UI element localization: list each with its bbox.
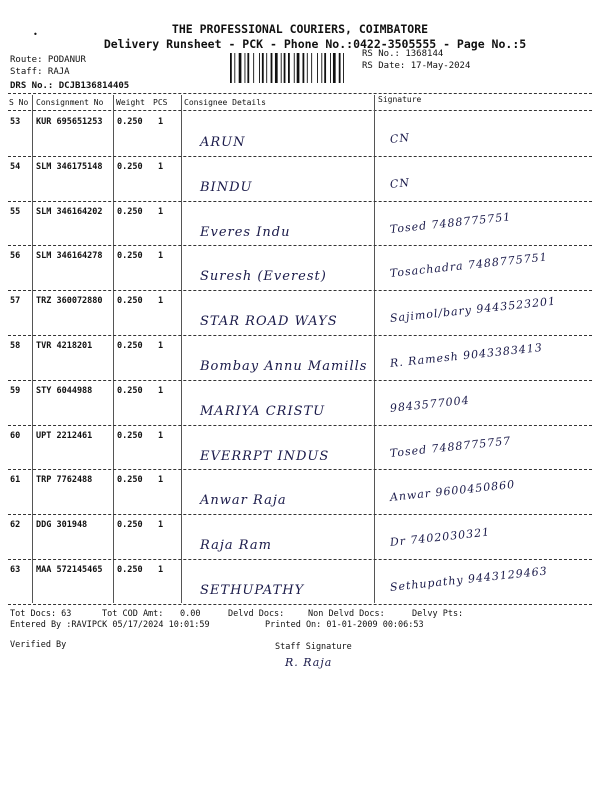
row-signature-handwritten: CN [389, 175, 411, 191]
row-separator [8, 380, 592, 381]
row-pcs: 1 [158, 475, 164, 486]
row-consignee-handwritten: BINDU [200, 179, 253, 195]
row-pcs: 1 [158, 385, 164, 396]
row-consignment-no: MAA 572145465 [36, 565, 103, 575]
row-separator [8, 559, 592, 560]
row-consignee-handwritten: Raja Ram [200, 538, 272, 554]
row-consignment-no: SLM 346175148 [36, 161, 103, 172]
stray-dot: • [33, 30, 38, 39]
row-separator [8, 156, 592, 157]
rs-number: RS No.: 1368144 [362, 49, 444, 59]
row-separator [8, 425, 592, 426]
staff-label: Staff: RAJA [10, 67, 70, 77]
row-pcs: 1 [158, 565, 164, 575]
row-separator [8, 335, 592, 336]
row-pcs: 1 [158, 296, 164, 307]
rs-date: RS Date: 17-May-2024 [362, 61, 471, 71]
row-consignee-handwritten: ARUN [200, 135, 246, 150]
row-pcs: 1 [158, 520, 164, 531]
col-divider-consignment [113, 95, 114, 603]
company-title: THE PROFESSIONAL COURIERS, COIMBATORE [171, 22, 429, 36]
col-head-pcs: PCS [153, 98, 168, 107]
delivery-points: Delvy Pts: [412, 609, 464, 619]
col-divider-sno [32, 95, 33, 603]
row-pcs: 1 [158, 206, 164, 217]
barcode [230, 53, 355, 83]
printed-on: Printed On: 01-01-2009 00:06:53 [265, 620, 424, 630]
row-consignment-no: SLM 346164202 [36, 206, 103, 217]
row-signature-handwritten: 9843577004 [389, 393, 471, 415]
row-signature-handwritten: Anwar 9600450860 [389, 478, 516, 505]
row-consignment-no: TRP 7762488 [36, 475, 93, 486]
row-signature-handwritten: CN [389, 130, 411, 146]
row-weight: 0.250 [117, 206, 143, 217]
row-sno: 54 [10, 161, 21, 172]
staff-signature-label: Staff Signature [275, 642, 352, 652]
row-consignee-handwritten: SETHUPATHY [200, 583, 305, 598]
col-head-signature: Signature [378, 95, 422, 104]
row-consignment-no: UPT 2212461 [36, 430, 93, 441]
row-sno: 56 [10, 251, 21, 262]
row-consignee-handwritten: STAR ROAD WAYS [200, 314, 338, 330]
row-sno: 60 [10, 430, 21, 441]
col-head-consignee: Consignee Details [184, 98, 266, 107]
drs-number: DRS No.: DCJB136814405 [10, 81, 130, 91]
row-signature-handwritten: Tosachadra 7488775751 [389, 250, 549, 281]
route-label: Route: PODANUR [10, 55, 86, 65]
row-signature-handwritten: Tosed 7488775757 [389, 433, 512, 460]
verified-by: Verified By [10, 640, 67, 650]
row-weight: 0.250 [117, 565, 143, 575]
col-divider-consignee [374, 95, 375, 603]
row-weight: 0.250 [117, 385, 143, 396]
row-sno: 59 [10, 385, 21, 396]
row-weight: 0.250 [117, 475, 143, 486]
row-consignee-handwritten: EVERRPT INDUS [200, 448, 330, 464]
total-docs: Tot Docs: 63 [10, 609, 72, 619]
row-weight: 0.250 [117, 251, 143, 262]
row-signature-handwritten: Tosed 7488775751 [389, 209, 512, 236]
row-separator [8, 201, 592, 202]
col-head-sno: S No [9, 98, 29, 107]
footer-rule [8, 604, 592, 605]
row-consignment-no: TRZ 360072880 [36, 296, 103, 307]
row-pcs: 1 [158, 117, 164, 127]
row-separator [8, 469, 592, 470]
row-consignment-no: SLM 346164278 [36, 251, 103, 262]
row-sno: 53 [10, 117, 21, 127]
row-consignment-no: KUR 695651253 [36, 117, 103, 127]
row-sno: 55 [10, 206, 21, 217]
row-weight: 0.250 [117, 430, 143, 441]
row-separator [8, 245, 592, 246]
row-sno: 61 [10, 475, 21, 486]
header-top-rule [8, 93, 592, 94]
row-weight: 0.250 [117, 117, 143, 127]
entered-by: Entered By :RAVIPCK 05/17/2024 10:01:59 [10, 620, 210, 630]
col-head-consignment: Consignment No [36, 98, 104, 107]
row-consignee-handwritten: Anwar Raja [200, 493, 287, 509]
row-consignment-no: DDG 301948 [36, 520, 88, 531]
row-sno: 57 [10, 296, 21, 307]
row-consignee-handwritten: Suresh (Everest) [200, 269, 327, 285]
row-consignee-handwritten: MARIYA CRISTU [200, 403, 326, 419]
row-signature-handwritten: R. Ramesh 9043383413 [389, 340, 544, 370]
row-separator [8, 290, 592, 291]
runsheet-subtitle: Delivery Runsheet - PCK - Phone No.:0422-3505555 - Page No.:5 [103, 37, 527, 51]
row-signature-handwritten: Dr 7402030321 [389, 525, 491, 550]
row-consignment-no: TVR 4218201 [36, 341, 93, 351]
total-cod-value: 0.00 [180, 609, 201, 619]
row-weight: 0.250 [117, 296, 143, 307]
total-cod-label: Tot COD Amt: [102, 609, 164, 619]
row-weight: 0.250 [117, 341, 143, 351]
row-pcs: 1 [158, 161, 164, 172]
row-signature-handwritten: Sajimol/bary 9443523201 [389, 294, 557, 326]
row-separator [8, 514, 592, 515]
col-divider-pcs [181, 95, 182, 603]
row-signature-handwritten: Sethupathy 9443129463 [389, 564, 549, 594]
non-delivered-docs: Non Delvd Docs: [308, 609, 385, 619]
row-consignment-no: STY 6044988 [36, 385, 93, 396]
delivered-docs: Delvd Docs: [228, 609, 285, 619]
row-weight: 0.250 [117, 520, 143, 531]
row-consignee-handwritten: Everes Indu [200, 224, 291, 240]
row-weight: 0.250 [117, 161, 143, 172]
row-pcs: 1 [158, 430, 164, 441]
row-sno: 63 [10, 565, 21, 575]
row-sno: 58 [10, 341, 21, 351]
row-pcs: 1 [158, 251, 164, 262]
col-head-weight: Weight [116, 98, 145, 107]
row-sno: 62 [10, 520, 21, 531]
row-consignee-handwritten: Bombay Annu Mamills [200, 359, 368, 374]
header-bottom-rule [8, 110, 592, 111]
row-pcs: 1 [158, 341, 164, 351]
staff-signature-handwritten: R. Raja [285, 656, 333, 669]
